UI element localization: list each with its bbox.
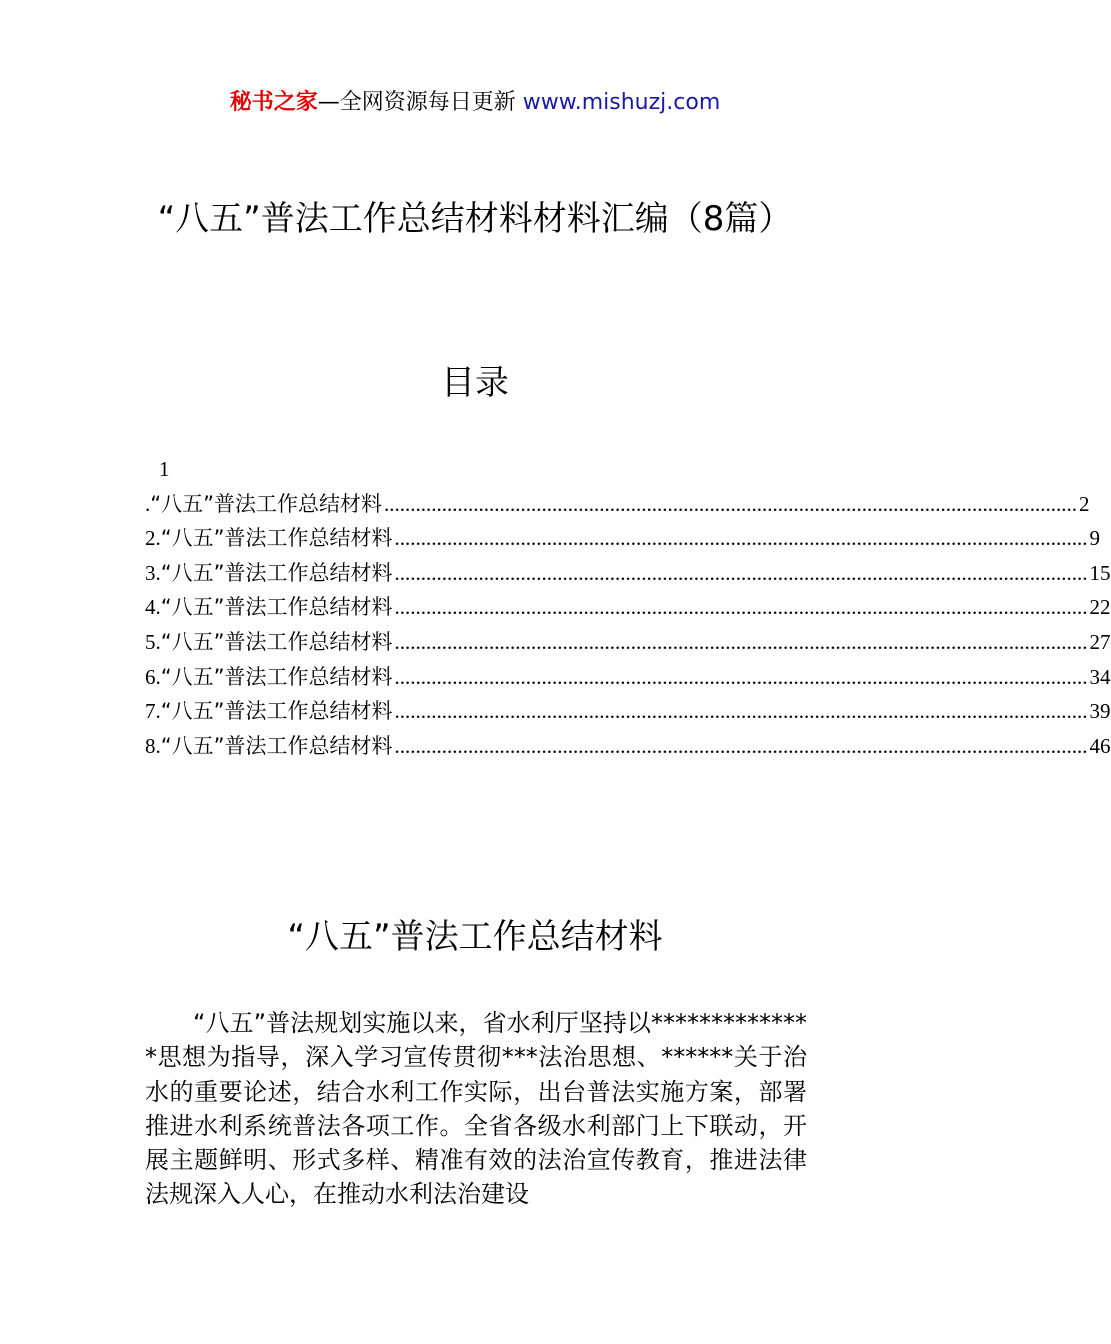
toc-entry-label: “八五”普法工作总结材料 — [160, 526, 393, 551]
toc-entry-prefix: 2. — [145, 526, 161, 551]
toc-entry-4[interactable] — [145, 590, 1111, 625]
toc-entry-3[interactable] — [145, 556, 1111, 591]
toc-entry-page: 39 — [1089, 699, 1111, 724]
toc-leader-dots: .................................................................................................................................... — [394, 560, 1088, 585]
toc-entry-prefix: 3. — [145, 560, 161, 585]
toc-entry-prefix: 6. — [145, 664, 161, 689]
toc-entry-2[interactable] — [145, 521, 1101, 556]
toc-entry-label: “八五”普法工作总结材料 — [160, 629, 393, 654]
toc-leader-dots: .................................................................................................................................... — [394, 664, 1088, 689]
toc-entry-label: “八五”普法工作总结材料 — [160, 664, 393, 689]
site-tagline: —全网资源每日更新 — [317, 90, 523, 115]
toc-entry-1[interactable] — [145, 487, 1090, 522]
site-url-link[interactable]: www.mishuzj.com — [522, 90, 721, 115]
toc-entry-5[interactable] — [145, 625, 1111, 660]
toc-entry-8[interactable] — [145, 729, 1111, 764]
toc-heading: 目录 — [441, 363, 509, 403]
body-paragraph: “八五”普法规划实施以来，省水利厅坚持以**************思想为指导，深入学习宣传贯彻***法治思想、******关于治水的重要论述，结合水利工作实际，出台普法实施方案，部署推进水利系统普法各项工作。全省各级水利部门上下联动，开展主题鲜明、形式多样、精准有效的法治宣传教育，推进法律法规深入人心，在推动水利法治建设 — [145, 1009, 807, 1209]
site-brand: 秘书之家 — [229, 90, 318, 115]
toc-leader-dots: .................................................................................................................................... — [394, 699, 1088, 724]
toc-entry-prefix: . — [145, 491, 151, 516]
section-title: “八五”普法工作总结材料 — [287, 917, 663, 957]
table-of-contents — [145, 452, 1111, 763]
toc-entry-page: 27 — [1089, 629, 1111, 654]
toc-entry-prefix: 7. — [145, 699, 161, 724]
toc-entry-page: 9 — [1089, 526, 1101, 551]
toc-entry-page: 15 — [1089, 560, 1111, 585]
toc-leader-dots: .................................................................................................................................... — [384, 491, 1078, 516]
toc-leader-dots: .................................................................................................................................... — [394, 526, 1088, 551]
toc-entry-label: “八五”普法工作总结材料 — [160, 560, 393, 585]
toc-entry-label: “八五”普法工作总结材料 — [160, 699, 393, 724]
toc-leader-dots: .................................................................................................................................... — [394, 629, 1088, 654]
toc-entry-label: “八五”普法工作总结材料 — [160, 733, 393, 758]
toc-leader-dots: .................................................................................................................................... — [394, 595, 1088, 620]
toc-entry-prefix: 5. — [145, 629, 161, 654]
toc-entry-label: “八五”普法工作总结材料 — [160, 595, 393, 620]
toc-leader-dots: .................................................................................................................................... — [394, 733, 1088, 758]
toc-entry-label: “八五”普法工作总结材料 — [150, 491, 383, 516]
toc-entry-7[interactable] — [145, 694, 1111, 729]
site-header — [0, 88, 950, 118]
toc-entry-page: 46 — [1089, 733, 1111, 758]
toc-entry-prefix: 8. — [145, 733, 161, 758]
document-title: “八五”普法工作总结材料材料汇编（8篇） — [157, 199, 793, 239]
toc-first-number: 1 — [159, 457, 170, 481]
toc-entry-prefix: 4. — [145, 595, 161, 620]
toc-entry-6[interactable] — [145, 660, 1111, 695]
toc-entry-page: 34 — [1089, 664, 1111, 689]
toc-entry-page: 2 — [1079, 491, 1090, 516]
toc-entry-page: 22 — [1089, 595, 1111, 620]
